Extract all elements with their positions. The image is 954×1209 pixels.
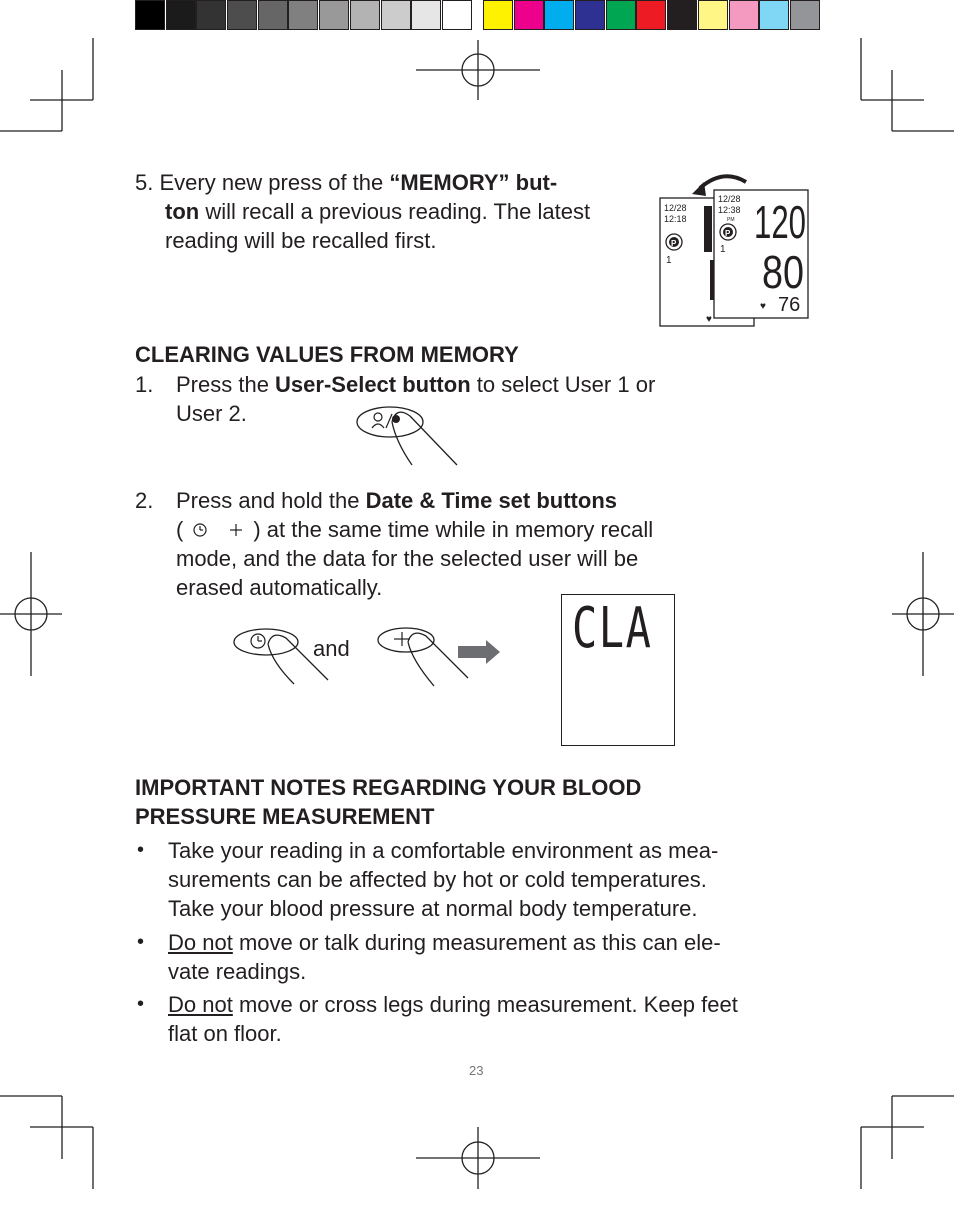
svg-text:P: P bbox=[725, 229, 731, 238]
rotate-arrow-icon bbox=[700, 176, 746, 188]
page-number: 23 bbox=[469, 1063, 484, 1078]
clear-lcd-display bbox=[561, 594, 675, 746]
svg-text:♥: ♥ bbox=[706, 314, 712, 325]
step5-line2 bbox=[165, 197, 590, 226]
note3-line2: flat on floor. bbox=[168, 1021, 282, 1046]
pulse-value: 76 bbox=[778, 294, 801, 316]
clear-step1-line1: Press the User-Select button to select User 1 or bbox=[176, 372, 656, 397]
user-select-button-name: User-Select button bbox=[275, 372, 471, 397]
clear-step2-line1: Press and hold the Date & Time set buttons bbox=[176, 488, 617, 513]
bullet-2: • bbox=[137, 931, 145, 953]
clearing-heading: CLEARING VALUES FROM MEMORY bbox=[135, 342, 519, 367]
back-date: 12/28 bbox=[664, 203, 687, 213]
clear-step2-number: 2. bbox=[135, 488, 154, 513]
right-arrow-icon bbox=[458, 640, 502, 664]
front-date: 12/28 bbox=[718, 194, 741, 204]
date-time-buttons-name: Date & Time set buttons bbox=[365, 488, 617, 513]
important-heading-line1: IMPORTANT NOTES REGARDING YOUR BLOOD bbox=[135, 775, 642, 800]
svg-text:P: P bbox=[671, 239, 677, 248]
step5-text-cont: will recall a previous reading. The latest bbox=[199, 199, 591, 224]
note2-line2: vate readings. bbox=[168, 959, 307, 984]
svg-text:PM: PM bbox=[727, 217, 735, 223]
clear-step2-line2: ( ) at the same time while in memory recall bbox=[176, 517, 654, 542]
note1-line2: surements can be affected by hot or cold temperatures. bbox=[168, 867, 707, 892]
user-select-finger-illustration bbox=[352, 402, 462, 472]
inline-clock-plus-icons bbox=[190, 520, 250, 540]
note1-line1: Take your reading in a comfortable environment as mea- bbox=[168, 838, 719, 863]
svg-text:1: 1 bbox=[666, 255, 672, 266]
cla-lcd-text: CLA bbox=[572, 596, 653, 661]
clear-step2-line3: mode, and the data for the selected user will be bbox=[176, 546, 639, 571]
clear-step1-line2: User 2. bbox=[176, 401, 247, 426]
systolic-value: 120 bbox=[754, 196, 806, 248]
svg-text:1: 1 bbox=[720, 244, 726, 255]
bullet-3: • bbox=[137, 993, 145, 1015]
clear-step1-number: 1. bbox=[135, 372, 154, 397]
clear-step2-line4: erased automatically. bbox=[176, 575, 383, 600]
note3-line1: Do not move or cross legs during measurement. Keep feet bbox=[168, 992, 738, 1017]
note1-line3: Take your blood pressure at normal body temperature. bbox=[168, 896, 698, 921]
step5-line1 bbox=[135, 168, 557, 197]
step5-line3: reading will be recalled first. bbox=[165, 228, 437, 253]
note2-line1: Do not move or talk during measurement as this can ele- bbox=[168, 930, 721, 955]
memory-button-name: “MEMORY” but- bbox=[389, 170, 558, 195]
diastolic-value: 80 bbox=[762, 246, 804, 298]
step5-number: 5. bbox=[135, 170, 154, 195]
heart-icon: ♥ bbox=[760, 301, 766, 312]
do-not-emphasis: Do not bbox=[168, 930, 233, 955]
memory-button-name-cont: ton bbox=[165, 199, 200, 224]
important-heading-line2: PRESSURE MEASUREMENT bbox=[135, 804, 435, 829]
bullet-1: • bbox=[137, 839, 145, 861]
memory-recall-lcd-illustration bbox=[658, 170, 818, 330]
do-not-emphasis: Do not bbox=[168, 992, 233, 1017]
front-time: 12:38 bbox=[718, 205, 741, 215]
and-label: and bbox=[313, 636, 350, 661]
back-time: 12:18 bbox=[664, 214, 687, 224]
step5-text: Every new press of the bbox=[159, 170, 390, 195]
